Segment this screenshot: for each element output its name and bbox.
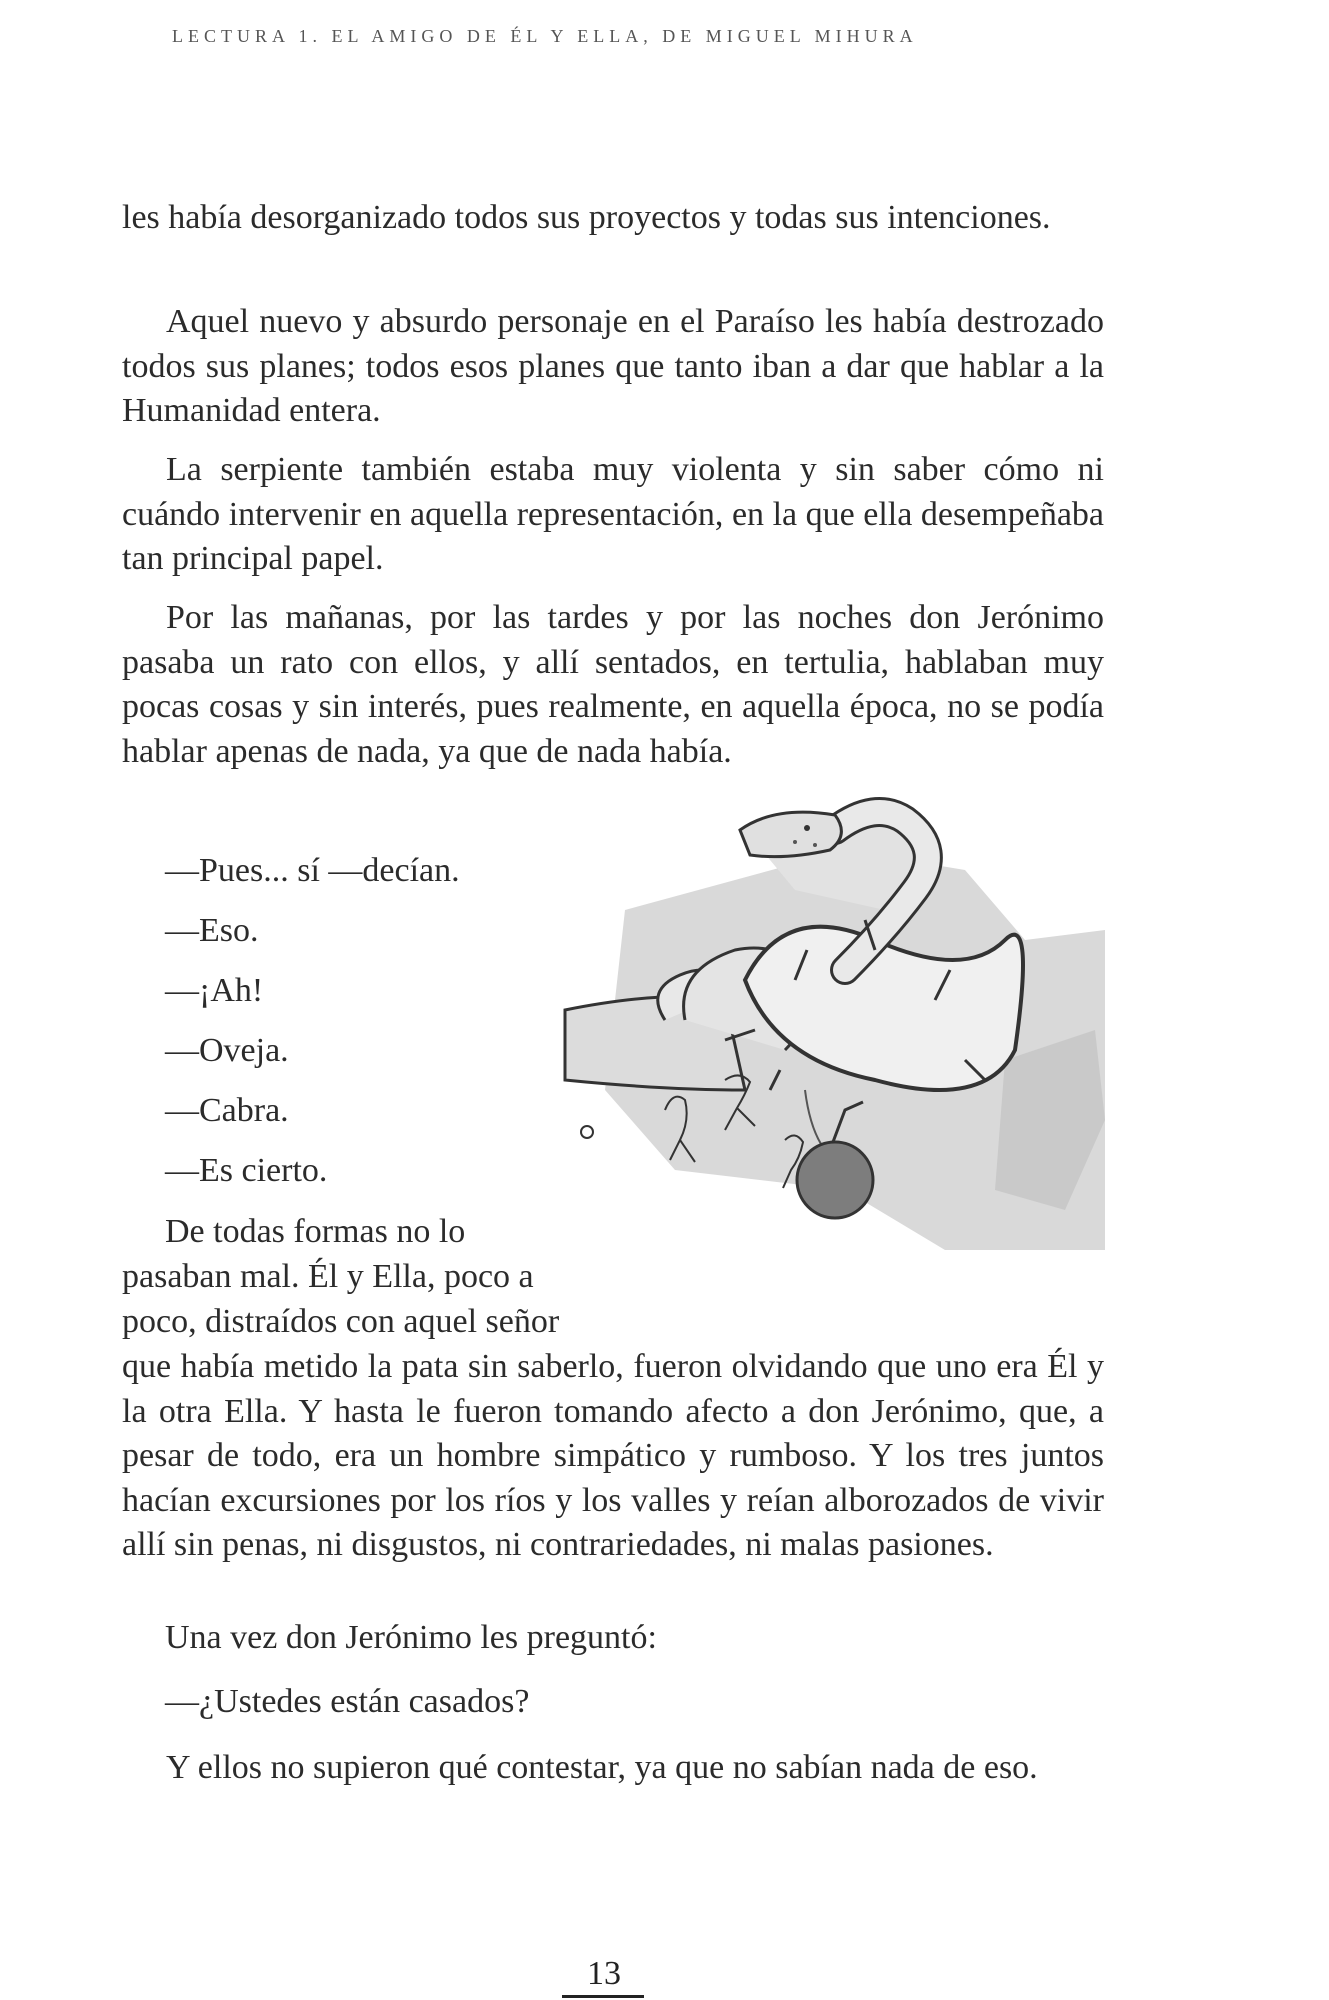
dialogue-line: —¡Ah! <box>165 972 264 1009</box>
dialogue-line: —Oveja. <box>165 1032 289 1069</box>
paragraph-8: Y ellos no supieron qué contestar, ya que no sabían nada de eso. <box>166 1749 1038 1786</box>
paragraph-4-text: Por las mañanas, por las tardes y por las noches don Jerónimo pasaba un rato con ellos, y allí sentados, en tertulia, hablaban muy pocas cosas y sin interés, pues realmente, en aquella época, no se podía hablar apenas de nada, ya que de nada había. <box>122 599 1104 770</box>
page-number: 13 <box>587 1955 621 1992</box>
paragraph-5-line-3: poco, distraídos con aquel señor <box>122 1303 560 1340</box>
paragraph-continuation: les había desorganizado todos sus proyectos y todas sus intenciones. <box>122 199 1051 236</box>
paragraph-5-rest: que había metido la pata sin saberlo, fueron olvidando que uno era Él y la otra Ella. Y hasta le fueron tomando afecto a don Jerónimo, que, a pesar de todo, era un hombre simpático y rumboso. Y los tres juntos hacían excursiones por los ríos y los valles y reían alborozados de vivir allí sin penas, ni disgustos, ni contrariedades, ni malas pasiones. <box>122 1348 1104 1563</box>
paragraph-4 <box>122 596 1104 774</box>
paragraph-5-line-1: De todas formas no lo <box>165 1213 466 1250</box>
paragraph-7: —¿Ustedes están casados? <box>165 1683 530 1720</box>
dialogue-line: —Pues... sí —decían. <box>165 852 460 889</box>
paragraph-6: Una vez don Jerónimo les preguntó: <box>165 1619 657 1656</box>
dialogue-line: —Cabra. <box>165 1092 289 1129</box>
paragraph-5-line-2: pasaban mal. Él y Ella, poco a <box>122 1258 534 1295</box>
paragraph-2: Aquel nuevo y absurdo personaje en el Paraíso les había destrozado todos sus planes; todos esos planes que tanto iban a dar que hablar a la Humanidad entera. <box>122 303 1104 429</box>
dialogue-line: —Es cierto. <box>165 1152 328 1189</box>
page-number-underline <box>562 1995 644 1998</box>
running-head: LECTURA 1. EL AMIGO DE ÉL Y ELLA, DE MIGUEL MIHURA <box>172 26 918 46</box>
dialogue-line: —Eso. <box>165 912 259 949</box>
serpent-illustration <box>545 790 1105 1270</box>
paragraph-3: La serpiente también estaba muy violenta y sin saber cómo ni cuándo intervenir en aquella representación, en la que ella desempeñaba tan principal papel. <box>122 451 1104 577</box>
